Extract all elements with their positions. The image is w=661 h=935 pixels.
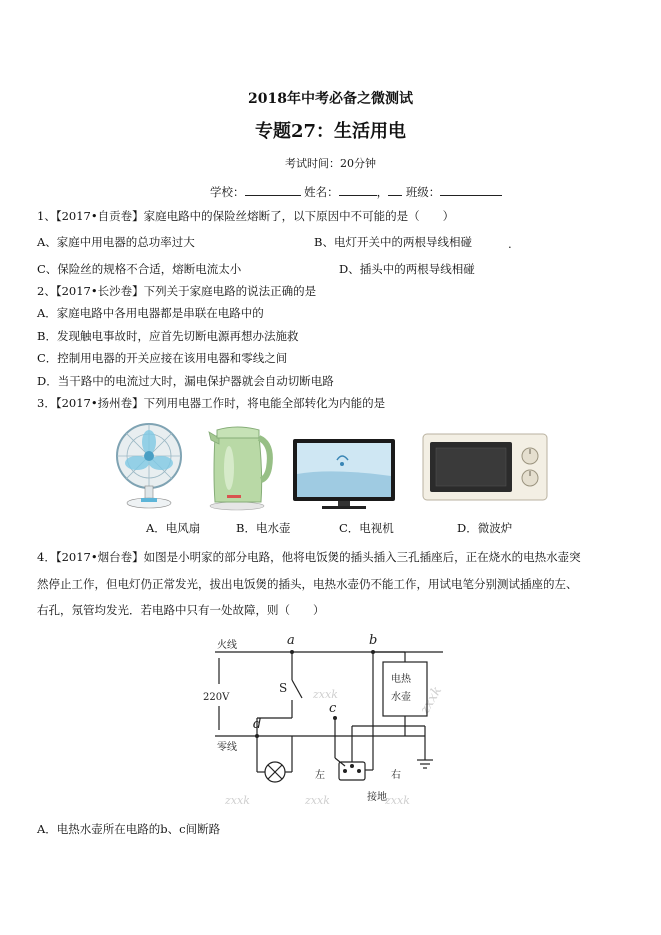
q3-option-c: C．电视机	[339, 521, 394, 535]
label-a: a	[287, 633, 295, 648]
label-c: c	[329, 701, 337, 716]
ground-label: 接地	[367, 792, 387, 803]
student-info-line	[210, 184, 502, 199]
watermark-text: zxxk	[313, 688, 338, 701]
exam-time: 考试时间：20分钟	[285, 157, 376, 170]
q3-option-a: A．电风扇	[146, 521, 201, 535]
q1-option-a: A、家庭中用电器的总功率过大	[37, 235, 195, 249]
name-label: 姓名：	[304, 185, 339, 199]
q4-stem-line-2: 然停止工作，但电灯仍正常发光，拔出电饭煲的插头，电热水壶仍不能工作，用试电笔分别测试插座的左、	[37, 577, 578, 591]
node-d	[255, 734, 259, 738]
class-label: 班级：	[405, 185, 441, 199]
q1-stray-dot: .	[508, 237, 512, 251]
q3-stem: 3．【2017•扬州卷】下列用电器工作时，将电能全部转化为内能的是	[37, 396, 386, 410]
q1-option-c: C、保险丝的规格不合适，熔断电流太小	[37, 262, 242, 276]
watermark-text-4: zxxk	[385, 794, 410, 807]
school-label: 学校：	[210, 185, 245, 199]
kettle-label-2: 水壶	[391, 692, 411, 703]
q3-option-b: B．电水壶	[236, 521, 291, 535]
q2-option-a: A．家庭电路中各用电器都是串联在电路中的	[37, 306, 264, 320]
tv-image	[292, 438, 396, 512]
exam-series-title: 2018年中考必备之微测试	[248, 91, 413, 107]
watermark-text-5: zxxk	[417, 683, 446, 717]
circuit-diagram	[195, 628, 465, 810]
neutral-wire-label: 零线	[217, 742, 237, 753]
label-d: d	[253, 717, 262, 732]
label-b: b	[369, 633, 378, 648]
live-wire-label: 火线	[217, 640, 237, 651]
watermark-text-2: zxxk	[225, 794, 250, 807]
q4-option-a: A．电热水壶所在电路的b、c间断路	[37, 822, 221, 836]
q3-option-d: D．微波炉	[457, 521, 513, 535]
voltage-label: 220V	[203, 692, 230, 703]
name-blank-2	[388, 184, 402, 196]
q4-stem-line-3: 右孔，氖管均发光．若电路中只有一处故障，则（ ）	[37, 603, 325, 617]
q2-option-c: C．控制用电器的开关应接在该用电器和零线之间	[37, 351, 288, 365]
fan-image	[113, 418, 185, 510]
school-blank	[245, 184, 301, 196]
q2-option-d: D．当干路中的电流过大时，漏电保护器就会自动切断电路	[37, 374, 334, 388]
q2-option-b: B．发现触电事故时，应首先切断电源再想办法施救	[37, 329, 299, 343]
switch-s	[292, 680, 302, 698]
q1-option-b: B、电灯开关中的两根导线相碰	[314, 235, 472, 249]
q1-option-d: D、插头中的两根导线相碰	[339, 262, 475, 276]
microwave-image	[422, 432, 548, 504]
topic-title: 专题27：生活用电	[254, 121, 407, 142]
name-blank	[339, 184, 377, 196]
node-b	[371, 650, 375, 654]
left-hole-label: 左	[315, 770, 325, 781]
q1-stem: 1、【2017•自贡卷】家庭电路中的保险丝熔断了，以下原因中不可能的是（ ）	[37, 209, 455, 223]
q2-stem: 2、【2017•长沙卷】下列关于家庭电路的说法正确的是	[37, 284, 317, 298]
kettle-label-1: 电热	[391, 674, 411, 685]
node-a	[290, 650, 294, 654]
name-separator: ，	[376, 185, 389, 199]
right-hole-label: 右	[391, 770, 401, 781]
kettle-image	[203, 424, 273, 512]
watermark-text-3: zxxk	[305, 794, 330, 807]
switch-label: S	[279, 681, 288, 695]
q4-stem-line-1: 4．【2017•烟台卷】如图是小明家的部分电路，他将电饭煲的插头插入三孔插座后，正在烧水的电热水壶突	[37, 550, 581, 564]
class-blank	[440, 184, 502, 196]
node-c	[333, 716, 337, 720]
